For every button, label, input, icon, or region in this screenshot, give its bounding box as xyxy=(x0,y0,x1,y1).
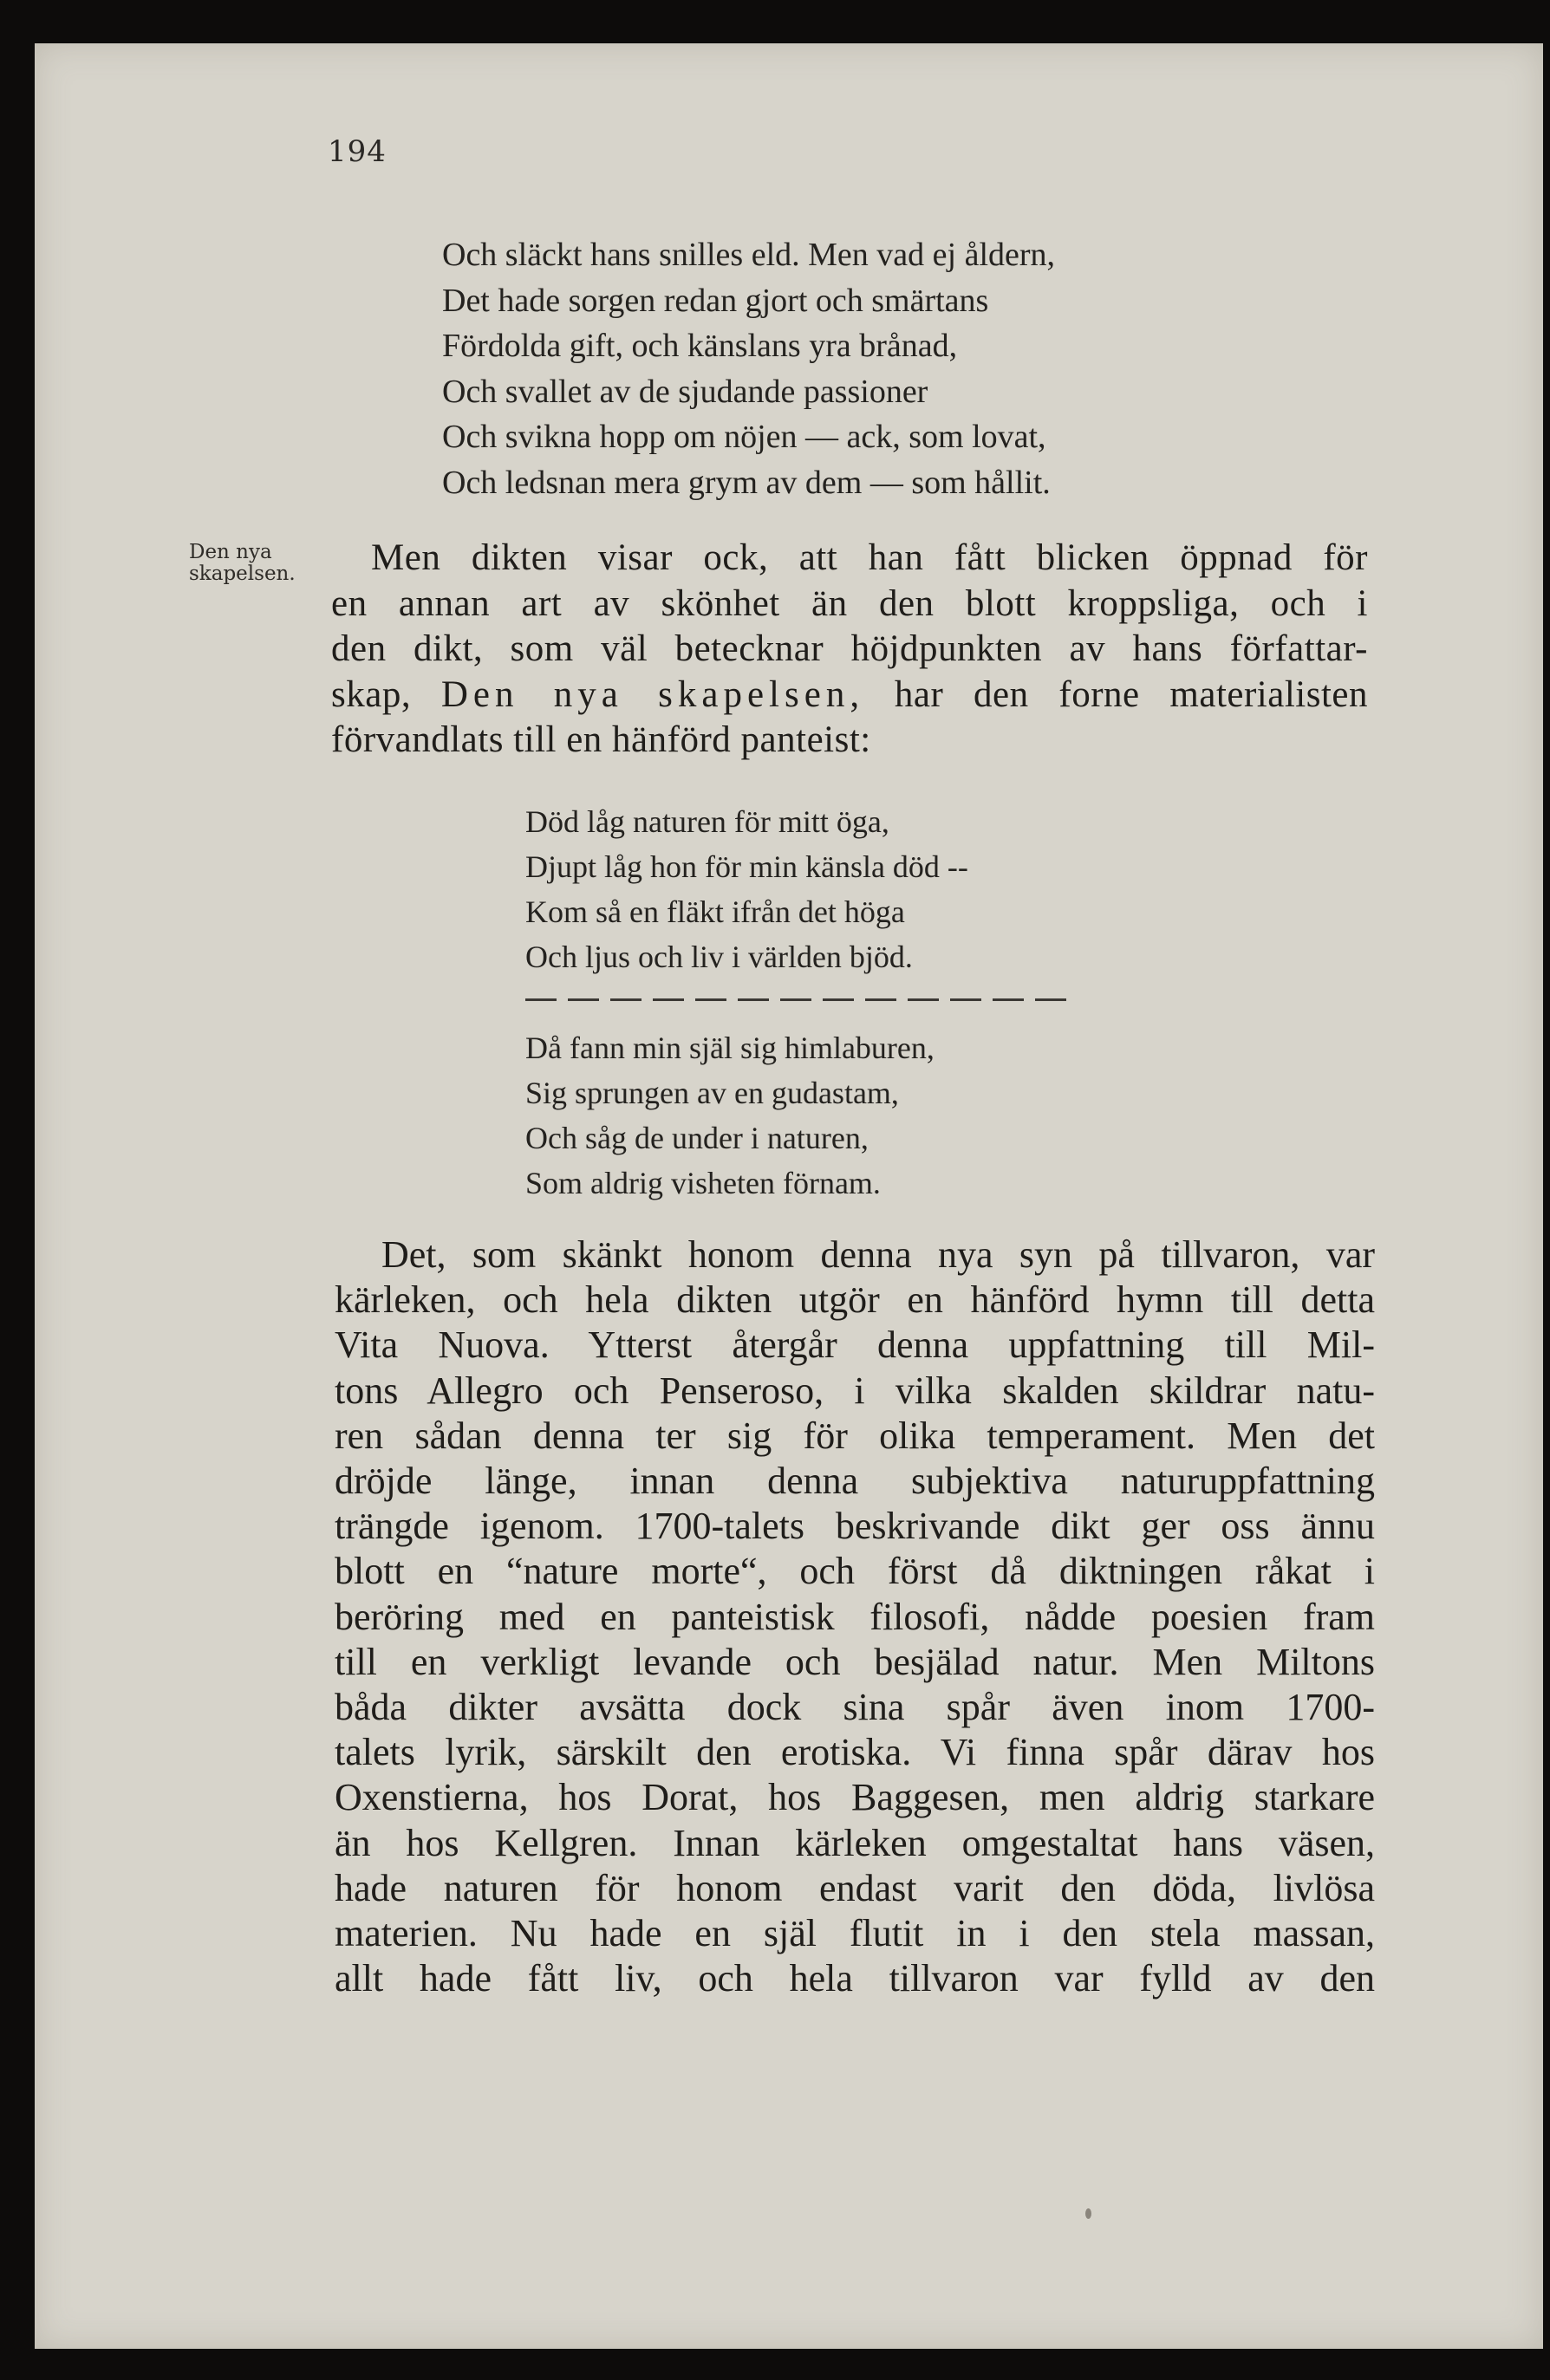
stanza-break-dashes xyxy=(525,998,1070,1001)
margin-note-line: Den nya xyxy=(189,541,272,563)
verse-line: Sig sprungen av en gudastam, xyxy=(525,1076,899,1110)
page-number: 194 xyxy=(328,134,387,169)
verse-line: Kom så en fläkt ifrån det höga xyxy=(525,894,905,929)
verse-line: Det hade sorgen redan gjort och smärtans xyxy=(442,282,989,319)
paragraph-line: talets lyrik, särskilt den erotiska. Vi finna spår därav hos xyxy=(335,1731,1375,1774)
paragraph-line xyxy=(331,673,1368,719)
paragraph-line: Men dikten visar ock, att han fått blicken öppnad för xyxy=(371,537,1368,578)
poem-title: Den nya skapelsen, xyxy=(440,673,865,715)
paragraph-2 xyxy=(335,1232,1375,2001)
verse-block-2 xyxy=(525,799,968,979)
margin-note-line: skapelsen. xyxy=(189,562,296,585)
paragraph-line: materien. Nu hade en själ flutit in i den stela massan, xyxy=(335,1912,1375,1955)
paragraph-line: ren sådan denna ter sig för olika temperament. Men det xyxy=(335,1414,1375,1457)
paragraph-line: beröring med en panteistisk filosofi, nådde poesien fram xyxy=(335,1595,1375,1638)
paragraph-line: tons Allegro och Penseroso, i vilka skalden skildrar natu- xyxy=(335,1369,1375,1412)
paragraph-line: Oxenstierna, hos Dorat, hos Baggesen, men aldrig starkare xyxy=(335,1776,1375,1819)
paragraph-line: trängde igenom. 1700-talets beskrivande dikt ger oss ännu xyxy=(335,1505,1375,1548)
verse-line: Och svikna hopp om nöjen — ack, som lovat, xyxy=(442,419,1046,455)
paragraph-line: Vita Nuova. Ytterst återgår denna uppfattning till Mil- xyxy=(335,1323,1375,1367)
verse-line: Och svallet av de sjudande passioner xyxy=(442,373,928,410)
verse-line: Död låg naturen för mitt öga, xyxy=(525,804,889,839)
verse-line: Och ljus och liv i världen bjöd. xyxy=(525,940,913,974)
paragraph-line: dröjde länge, innan denna subjektiva naturuppfattning xyxy=(335,1460,1375,1503)
margin-note xyxy=(189,542,328,585)
verse-line: Då fann min själ sig himlaburen, xyxy=(525,1031,935,1065)
paragraph-line: till en verkligt levande och besjälad natur. Men Miltons xyxy=(335,1640,1375,1683)
verse-line: Och såg de under i naturen, xyxy=(525,1121,869,1155)
paragraph-line: allt hade fått liv, och hela tillvaron var fylld av den xyxy=(335,1957,1375,2000)
paragraph-line: förvandlats till en hänförd panteist: xyxy=(331,719,871,760)
paragraph-line: hade naturen för honom endast varit den döda, livlösa xyxy=(335,1866,1375,1909)
verse-block-1 xyxy=(442,232,1055,505)
paragraph-line: blott en “nature morte“, och först då diktningen råkat i xyxy=(335,1550,1375,1593)
paragraph-line: kärleken, och hela dikten utgör en hänförd hymn till detta xyxy=(335,1278,1375,1322)
paragraph-line: Det, som skänkt honom denna nya syn på tillvaron, var xyxy=(381,1233,1375,1276)
paragraph-line: den dikt, som väl betecknar höjdpunkten av hans författar- xyxy=(331,628,1368,669)
verse-block-3 xyxy=(525,1025,935,1206)
paper-speck xyxy=(1085,2208,1091,2219)
verse-line: Djupt låg hon för min känsla död -- xyxy=(525,849,968,884)
paragraph-line: än hos Kellgren. Innan kärleken omgestaltat hans väsen, xyxy=(335,1821,1375,1864)
line-fragment: har den forne materialisten xyxy=(894,673,1368,715)
verse-line: Och släckt hans snilles eld. Men vad ej åldern, xyxy=(442,237,1056,273)
verse-line: Fördolda gift, och känslans yra brånad, xyxy=(442,328,958,364)
paragraph-1 xyxy=(331,536,1368,764)
paragraph-line: en annan art av skönhet än den blott kroppsliga, och i xyxy=(331,582,1368,624)
paragraph-line: båda dikter avsätta dock sina spår även inom 1700- xyxy=(335,1686,1375,1729)
verse-line: Och ledsnan mera grym av dem — som hållit. xyxy=(442,464,1051,501)
verse-line: Som aldrig visheten förnam. xyxy=(525,1166,881,1200)
line-fragment: skap, xyxy=(331,673,412,715)
